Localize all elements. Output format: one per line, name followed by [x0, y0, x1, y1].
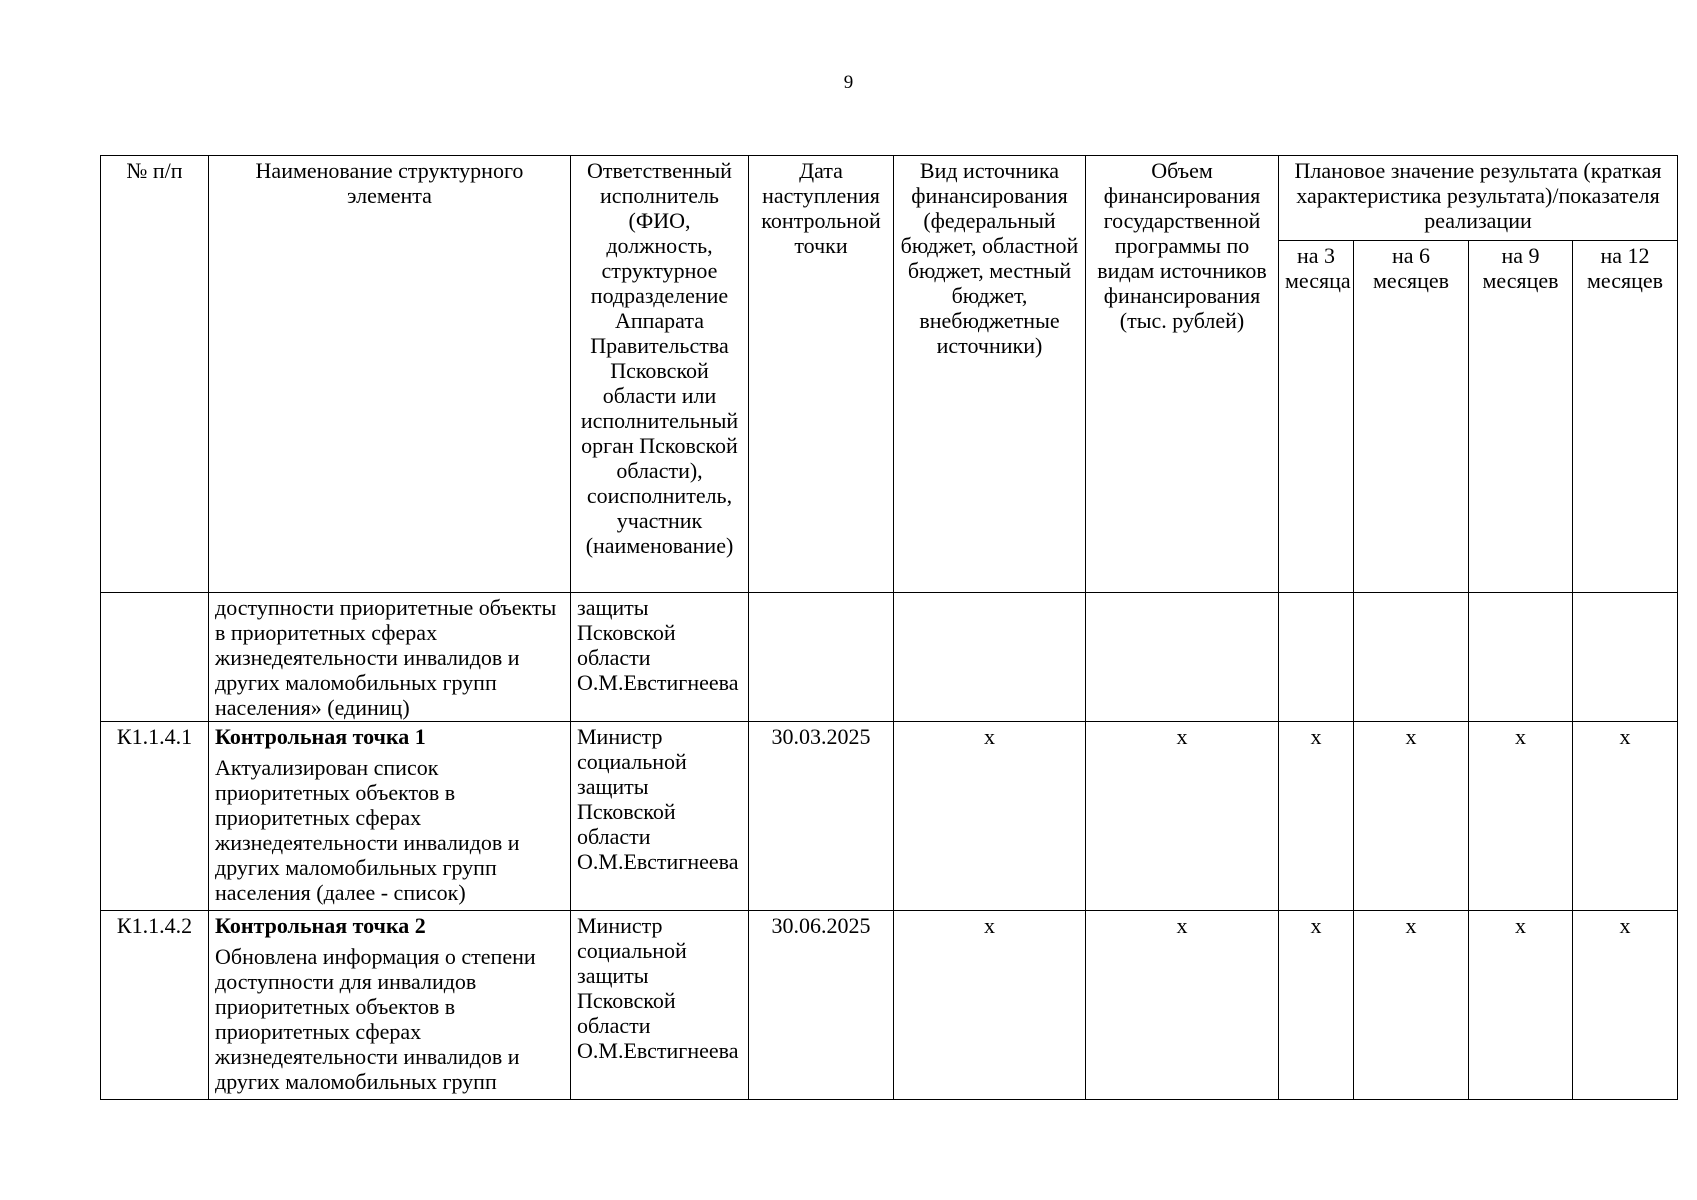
row-m12: x	[1573, 911, 1678, 1100]
row-source: x	[894, 911, 1086, 1100]
row-desc: Актуализирован список приоритетных объектов в приоритетных сферах жизнедеятельности инвалидов и других маломобильных групп населения (далее - список)	[215, 755, 520, 905]
row-volume	[1086, 593, 1279, 722]
row-m3: x	[1279, 722, 1354, 911]
table-row	[101, 911, 1678, 1100]
row-m12	[1573, 593, 1678, 722]
row-m3: x	[1279, 911, 1354, 1100]
row-responsible: Министр социальной защиты Псковской области О.М.Евстигнеева	[571, 722, 749, 911]
table-row	[101, 722, 1678, 911]
header-m12: на 12 месяцев	[1573, 240, 1678, 592]
header-m9: на 9 месяцев	[1469, 240, 1573, 592]
page-number: 9	[843, 72, 854, 93]
header-responsible: Ответственный исполнитель (ФИО, должность, структурное подразделение Аппарата Правительства Псковской области или исполнительный орган Псковской области), соисполнитель, участник (наименование)	[571, 156, 749, 593]
row-source: x	[894, 722, 1086, 911]
row-responsible: защиты Псковской области О.М.Евстигнеева	[571, 593, 749, 722]
header-row-1	[101, 156, 1678, 241]
row-responsible: Министр социальной защиты Псковской области О.М.Евстигнеева	[571, 911, 749, 1100]
header-volume: Объем финансирования государственной программы по видам источников финансирования (тыс. рублей)	[1086, 156, 1279, 593]
header-date: Дата наступления контрольной точки	[749, 156, 894, 593]
table-row	[101, 593, 1678, 722]
row-m6	[1354, 593, 1469, 722]
row-num	[101, 593, 209, 722]
header-num: № п/п	[101, 156, 209, 593]
row-date	[749, 593, 894, 722]
header-m6: на 6 месяцев	[1354, 240, 1469, 592]
row-num: К1.1.4.1	[101, 722, 209, 911]
row-name	[209, 593, 571, 722]
row-desc: доступности приоритетные объекты в приоритетных сферах жизнедеятельности инвалидов и других маломобильных групп населения» (единиц)	[215, 595, 557, 720]
row-desc: Обновлена информация о степени доступности для инвалидов приоритетных объектов в приоритетных сферах жизнедеятельности инвалидов и других маломобильных групп	[215, 944, 536, 1094]
row-date: 30.06.2025	[749, 911, 894, 1100]
row-m9: x	[1469, 722, 1573, 911]
row-num: К1.1.4.2	[101, 911, 209, 1100]
row-title: Контрольная точка 2	[215, 913, 426, 938]
row-m6: x	[1354, 911, 1469, 1100]
row-date: 30.03.2025	[749, 722, 894, 911]
row-m9: x	[1469, 911, 1573, 1100]
row-title: Контрольная точка 1	[215, 724, 426, 749]
header-source: Вид источника финансирования (федеральный бюджет, областной бюджет, местный бюджет, внебюджетные источники)	[894, 156, 1086, 593]
row-name	[209, 722, 571, 911]
row-name	[209, 911, 571, 1100]
header-m3: на 3 месяца	[1279, 240, 1354, 592]
control-points-table	[100, 155, 1678, 1100]
row-m6: x	[1354, 722, 1469, 911]
row-m3	[1279, 593, 1354, 722]
row-m9	[1469, 593, 1573, 722]
row-m12: x	[1573, 722, 1678, 911]
header-plan: Плановое значение результата (краткая характеристика результата)/показателя реализации	[1279, 156, 1678, 241]
row-volume: x	[1086, 722, 1279, 911]
row-source	[894, 593, 1086, 722]
row-volume: x	[1086, 911, 1279, 1100]
header-name: Наименование структурного элемента	[209, 156, 571, 593]
